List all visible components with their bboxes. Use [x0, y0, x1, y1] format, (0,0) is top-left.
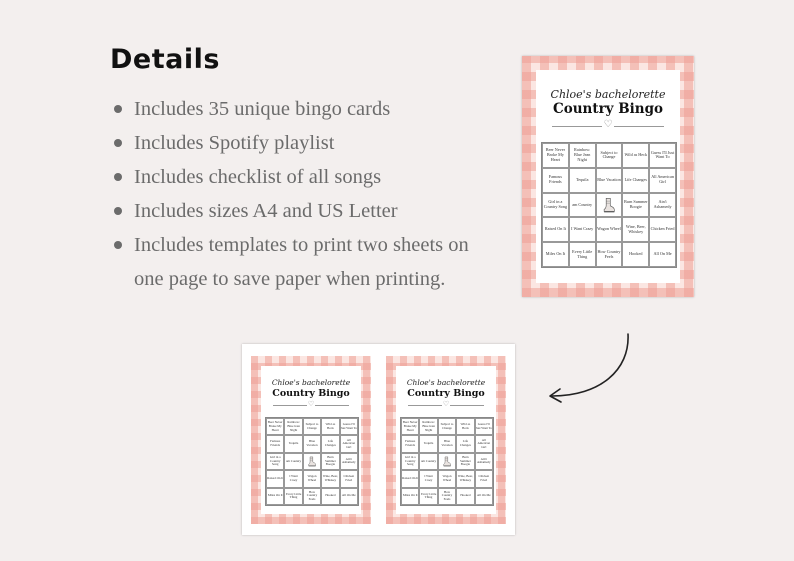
bingo-cell: Blue Vacation	[596, 168, 623, 193]
bingo-title: Country Bingo	[407, 388, 485, 399]
bingo-cell: How Country Feels	[596, 242, 623, 267]
bingo-cell: Life Changes	[321, 435, 339, 452]
bingo-cell: Miles On It	[266, 488, 284, 505]
bingo-cell: Wild as Heck	[622, 143, 649, 168]
bingo-cell: All On Me	[340, 488, 358, 505]
bingo-cell: Girl in a Country Song	[542, 193, 569, 218]
divider-right	[450, 405, 484, 406]
bingo-cell: Miles On It	[401, 488, 419, 505]
free-space-boot-icon	[438, 453, 456, 470]
bingo-cell: Famous Friends	[401, 435, 419, 452]
bingo-card	[536, 70, 680, 283]
bingo-cell: Guess I'll Just Want To	[475, 418, 493, 435]
bingo-cell: How Country Feels	[303, 488, 321, 505]
bingo-cell: Rainbow: Blue Jean Night	[569, 143, 596, 168]
bingo-grid	[265, 417, 359, 506]
bingo-card	[261, 366, 361, 514]
bingo-cell: Wine, Beer, Whiskey	[456, 470, 474, 487]
bingo-cell: I Want Crazy	[284, 470, 302, 487]
bingo-cell: Beer Never Broke My Heart	[542, 143, 569, 168]
single-card-preview	[522, 56, 694, 297]
bingo-cell: Famous Friends	[266, 435, 284, 452]
details-list	[112, 92, 472, 296]
bingo-cell: Raised On It	[542, 217, 569, 242]
bingo-cell: Chicken Fried	[475, 470, 493, 487]
free-space-boot-icon	[303, 453, 321, 470]
bingo-cell: am Country	[284, 453, 302, 470]
bingo-cell: Ain't Ashamedy	[340, 453, 358, 470]
detail-item: Includes 35 unique bingo cards	[112, 92, 472, 126]
divider-left	[273, 405, 307, 406]
detail-item: Includes checklist of all songs	[112, 160, 472, 194]
divider-right	[315, 405, 349, 406]
bingo-cell: Wagon Wheel	[438, 470, 456, 487]
divider-right	[614, 126, 664, 127]
bingo-grid	[541, 142, 677, 268]
bingo-cell: Raised On It	[266, 470, 284, 487]
detail-item: Includes templates to print two sheets on one page to save paper when printing.	[112, 228, 472, 296]
bingo-cell: Wagon Wheel	[303, 470, 321, 487]
bingo-cell: All On Me	[475, 488, 493, 505]
bingo-cell: Blue Vacation	[303, 435, 321, 452]
bingo-cell: Every Little Thing	[419, 488, 437, 505]
bachelorette-name: Chloe's bachelorette	[550, 88, 666, 101]
bingo-cell: I Want Crazy	[419, 470, 437, 487]
bingo-grid	[400, 417, 494, 506]
bingo-cell: How Country Feels	[438, 488, 456, 505]
bingo-cell: All American Girl	[475, 435, 493, 452]
bingo-cell: Miles On It	[542, 242, 569, 267]
bingo-cell: Life Changes	[622, 168, 649, 193]
bingo-cell: Wagon Wheel	[596, 217, 623, 242]
bingo-title: Country Bingo	[272, 388, 350, 399]
mini-card-left	[251, 356, 371, 524]
bingo-cell: Tequila	[569, 168, 596, 193]
bingo-cell: All American Girl	[649, 168, 676, 193]
bingo-cell: Hooked	[321, 488, 339, 505]
bingo-cell: Burn Summer Boogie	[321, 453, 339, 470]
bingo-cell: Raised On It	[401, 470, 419, 487]
bingo-cell: Wine, Beer, Whiskey	[622, 217, 649, 242]
bingo-title: Country Bingo	[552, 101, 664, 117]
bingo-cell: Hooked	[456, 488, 474, 505]
bingo-cell: Subject to Change	[438, 418, 456, 435]
bingo-cell: Guess I'll Just Want To	[649, 143, 676, 168]
divider-left	[408, 405, 442, 406]
bingo-cell: Burn Summer Boogie	[622, 193, 649, 218]
bingo-cell: Tequila	[419, 435, 437, 452]
mini-card-right	[386, 356, 506, 524]
curved-arrow-icon	[540, 330, 635, 405]
bingo-cell: Blue Vacation	[438, 435, 456, 452]
bingo-cell: Tequila	[284, 435, 302, 452]
bingo-cell: I Want Crazy	[569, 217, 596, 242]
bingo-cell: Wild as Heck	[321, 418, 339, 435]
bingo-cell: Burn Summer Boogie	[456, 453, 474, 470]
bingo-cell: Subject to Change	[303, 418, 321, 435]
bingo-cell: Ain't Ashamedy	[475, 453, 493, 470]
bingo-cell: Wild as Heck	[456, 418, 474, 435]
free-space-boot-icon	[596, 193, 623, 218]
bingo-cell: Girl in a Country Song	[266, 453, 284, 470]
bingo-cell: Girl in a Country Song	[401, 453, 419, 470]
heart-icon: ♡	[442, 400, 450, 408]
bingo-cell: Beer Never Broke My Heart	[266, 418, 284, 435]
bingo-cell: am Country	[569, 193, 596, 218]
bingo-cell: All American Girl	[340, 435, 358, 452]
bingo-cell: Rainbow: Blue Jean Night	[284, 418, 302, 435]
bingo-cell: Life Changes	[456, 435, 474, 452]
bingo-cell: Beer Never Broke My Heart	[401, 418, 419, 435]
bingo-cell: Chicken Fried	[649, 217, 676, 242]
detail-item: Includes Spotify playlist	[112, 126, 472, 160]
heart-icon: ♡	[603, 119, 613, 130]
bingo-cell: Chicken Fried	[340, 470, 358, 487]
bingo-cell: Hooked	[622, 242, 649, 267]
bingo-cell: Every Little Thing	[569, 242, 596, 267]
bingo-cell: Rainbow: Blue Jean Night	[419, 418, 437, 435]
details-heading: Details	[110, 44, 220, 75]
heart-icon: ♡	[307, 400, 315, 408]
bingo-cell: Guess I'll Just Want To	[340, 418, 358, 435]
bingo-cell: Ain't Ashamedy	[649, 193, 676, 218]
bingo-cell: All On Me	[649, 242, 676, 267]
bachelorette-name: Chloe's bachelorette	[271, 378, 351, 387]
bachelorette-name: Chloe's bachelorette	[406, 378, 486, 387]
bingo-cell: am Country	[419, 453, 437, 470]
detail-item: Includes sizes A4 and US Letter	[112, 194, 472, 228]
divider-left	[552, 126, 602, 127]
bingo-cell: Subject to Change	[596, 143, 623, 168]
bingo-card	[396, 366, 496, 514]
two-up-sheet-preview	[242, 344, 515, 535]
bingo-cell: Wine, Beer, Whiskey	[321, 470, 339, 487]
bingo-cell: Every Little Thing	[284, 488, 302, 505]
bingo-cell: Famous Friends	[542, 168, 569, 193]
